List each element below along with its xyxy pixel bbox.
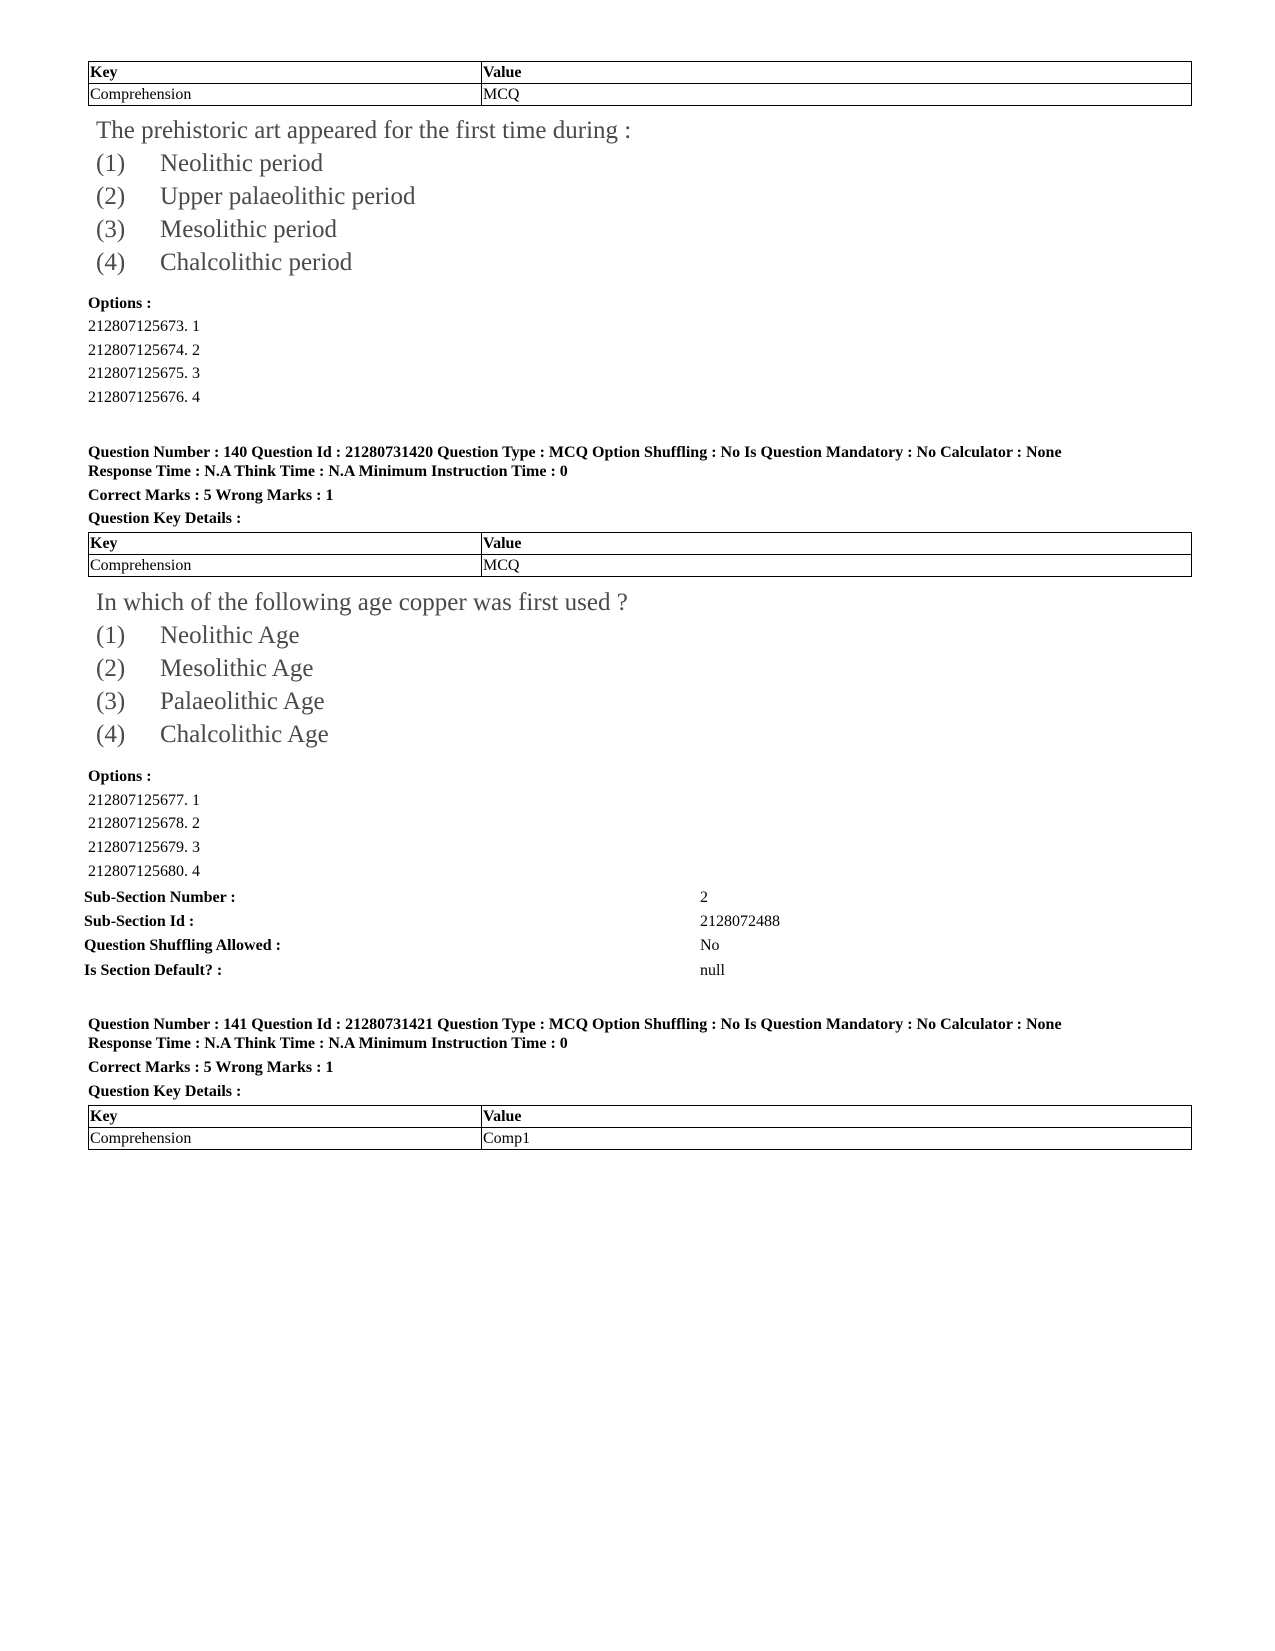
table-row [89, 555, 1192, 577]
choice-number: (2) [96, 183, 126, 210]
question-key-table [88, 532, 1192, 577]
table-header-row [89, 1106, 1192, 1128]
option-id: 212807125680. 4 [88, 863, 200, 880]
choice-item [96, 147, 631, 180]
choice-number: (1) [96, 150, 126, 177]
choice-text: Mesolithic Age [160, 655, 314, 682]
choice-number: (3) [96, 216, 126, 243]
table-header-key: Key [89, 62, 482, 84]
table-header-row [89, 533, 1192, 555]
choice-text: Upper palaeolithic period [160, 183, 416, 210]
options-label: Options : [88, 768, 152, 785]
table-header-key: Key [89, 533, 482, 555]
table-row [89, 1128, 1192, 1150]
table-header-value: Value [482, 533, 1192, 555]
option-id: 212807125673. 1 [88, 318, 200, 335]
option-id: 212807125678. 2 [88, 815, 200, 832]
question-header-line1: Question Number : 141 Question Id : 21280731421 Question Type : MCQ Option Shuffling : No Is Question Mandatory : No Calculator : None [88, 1016, 1062, 1033]
question-stem: In which of the following age copper was first used ? [96, 589, 628, 616]
question-image [96, 586, 628, 751]
marks-line: Correct Marks : 5 Wrong Marks : 1 [88, 1059, 334, 1076]
table-cell-key: Comprehension [89, 555, 482, 577]
choice-item [96, 718, 628, 751]
table-row [89, 84, 1192, 106]
table-cell-value: MCQ [482, 555, 1192, 577]
options-label: Options : [88, 295, 152, 312]
option-id: 212807125674. 2 [88, 342, 200, 359]
question-header-line1: Question Number : 140 Question Id : 21280731420 Question Type : MCQ Option Shuffling : No Is Question Mandatory : No Calculator : None [88, 444, 1062, 461]
choice-item [96, 180, 631, 213]
choice-item [96, 685, 628, 718]
table-header-value: Value [482, 1106, 1192, 1128]
subsection-id-value: 2128072488 [700, 913, 780, 930]
choice-item [96, 652, 628, 685]
choice-text: Palaeolithic Age [160, 688, 325, 715]
choice-number: (4) [96, 721, 126, 748]
choice-item [96, 213, 631, 246]
question-shuffling-value: No [700, 937, 720, 954]
key-details-label: Question Key Details : [88, 1083, 242, 1100]
marks-line: Correct Marks : 5 Wrong Marks : 1 [88, 487, 334, 504]
table-header-key: Key [89, 1106, 482, 1128]
choice-number: (2) [96, 655, 126, 682]
choice-text: Mesolithic period [160, 216, 338, 243]
choice-text: Neolithic Age [160, 622, 300, 649]
table-header-row [89, 62, 1192, 84]
section-default-label: Is Section Default? : [84, 962, 223, 979]
table-header-value: Value [482, 62, 1192, 84]
question-shuffling-label: Question Shuffling Allowed : [84, 937, 281, 954]
question-header-line2: Response Time : N.A Think Time : N.A Minimum Instruction Time : 0 [88, 463, 568, 480]
question-stem: The prehistoric art appeared for the first time during : [96, 117, 632, 144]
table-cell-key: Comprehension [89, 1128, 482, 1150]
subsection-number-label: Sub-Section Number : [84, 889, 236, 906]
question-header-line2: Response Time : N.A Think Time : N.A Minimum Instruction Time : 0 [88, 1035, 568, 1052]
option-id: 212807125675. 3 [88, 365, 200, 382]
table-cell-key: Comprehension [89, 84, 482, 106]
option-id: 212807125679. 3 [88, 839, 200, 856]
choice-number: (3) [96, 688, 126, 715]
choice-number: (1) [96, 622, 126, 649]
choice-number: (4) [96, 249, 126, 276]
choice-item [96, 619, 628, 652]
subsection-id-label: Sub-Section Id : [84, 913, 195, 930]
question-key-table [88, 61, 1192, 106]
option-id: 212807125677. 1 [88, 792, 200, 809]
choice-text: Chalcolithic Age [160, 721, 329, 748]
question-image [96, 114, 631, 279]
choice-text: Chalcolithic period [160, 249, 353, 276]
key-details-label: Question Key Details : [88, 510, 242, 527]
subsection-number-value: 2 [700, 889, 708, 906]
question-key-table [88, 1105, 1192, 1150]
table-cell-value: MCQ [482, 84, 1192, 106]
choice-text: Neolithic period [160, 150, 324, 177]
section-default-value: null [700, 962, 725, 979]
option-id: 212807125676. 4 [88, 389, 200, 406]
table-cell-value: Comp1 [482, 1128, 1192, 1150]
choice-item [96, 246, 631, 279]
